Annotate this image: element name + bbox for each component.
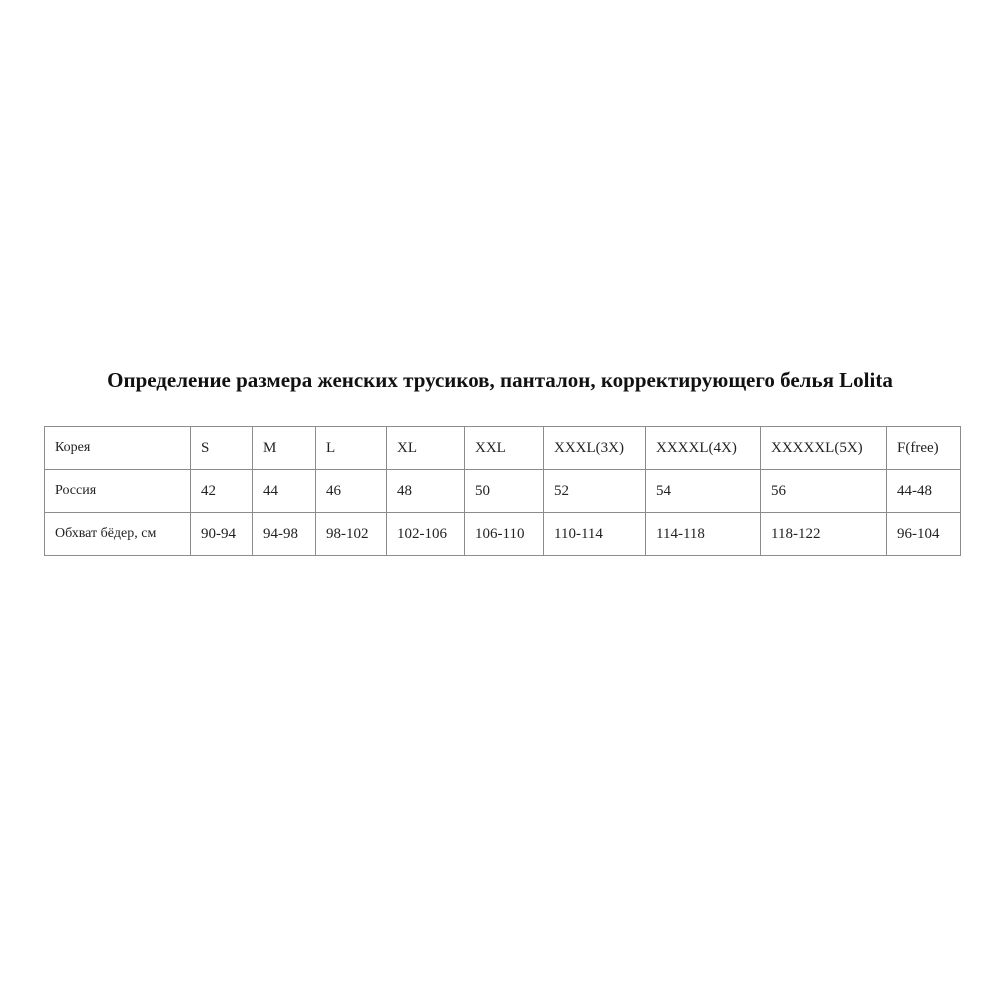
row-label-hip-girth: Обхват бёдер, см	[45, 513, 191, 556]
table-cell: XXXXL(4X)	[646, 427, 761, 470]
table-row-russia	[45, 470, 961, 513]
table-cell: 96-104	[887, 513, 961, 556]
table-cell: 50	[465, 470, 544, 513]
table-cell: 46	[316, 470, 387, 513]
table-cell: 90-94	[191, 513, 253, 556]
table-cell: S	[191, 427, 253, 470]
table-cell: 94-98	[253, 513, 316, 556]
table-cell: 44	[253, 470, 316, 513]
table-cell: XXXL(3X)	[544, 427, 646, 470]
table-cell: 110-114	[544, 513, 646, 556]
table-cell: L	[316, 427, 387, 470]
table-cell: 48	[387, 470, 465, 513]
page-title: Определение размера женских трусиков, панталон, корректирующего белья Lolita	[107, 368, 893, 392]
table-cell: M	[253, 427, 316, 470]
table-cell: 118-122	[761, 513, 887, 556]
table-cell: F(free)	[887, 427, 961, 470]
size-chart-table	[44, 426, 961, 556]
table-cell: 42	[191, 470, 253, 513]
table-cell: 114-118	[646, 513, 761, 556]
table-row-hip-girth	[45, 513, 961, 556]
row-label-russia: Россия	[45, 470, 191, 513]
table-cell: XXXXXL(5X)	[761, 427, 887, 470]
table-cell: 44-48	[887, 470, 961, 513]
table-cell: 56	[761, 470, 887, 513]
table-cell: XXL	[465, 427, 544, 470]
table-cell: 52	[544, 470, 646, 513]
table-row-korea	[45, 427, 961, 470]
table-cell: 98-102	[316, 513, 387, 556]
table-cell: XL	[387, 427, 465, 470]
row-label-korea: Корея	[45, 427, 191, 470]
table-cell: 102-106	[387, 513, 465, 556]
table-cell: 54	[646, 470, 761, 513]
table-cell: 106-110	[465, 513, 544, 556]
